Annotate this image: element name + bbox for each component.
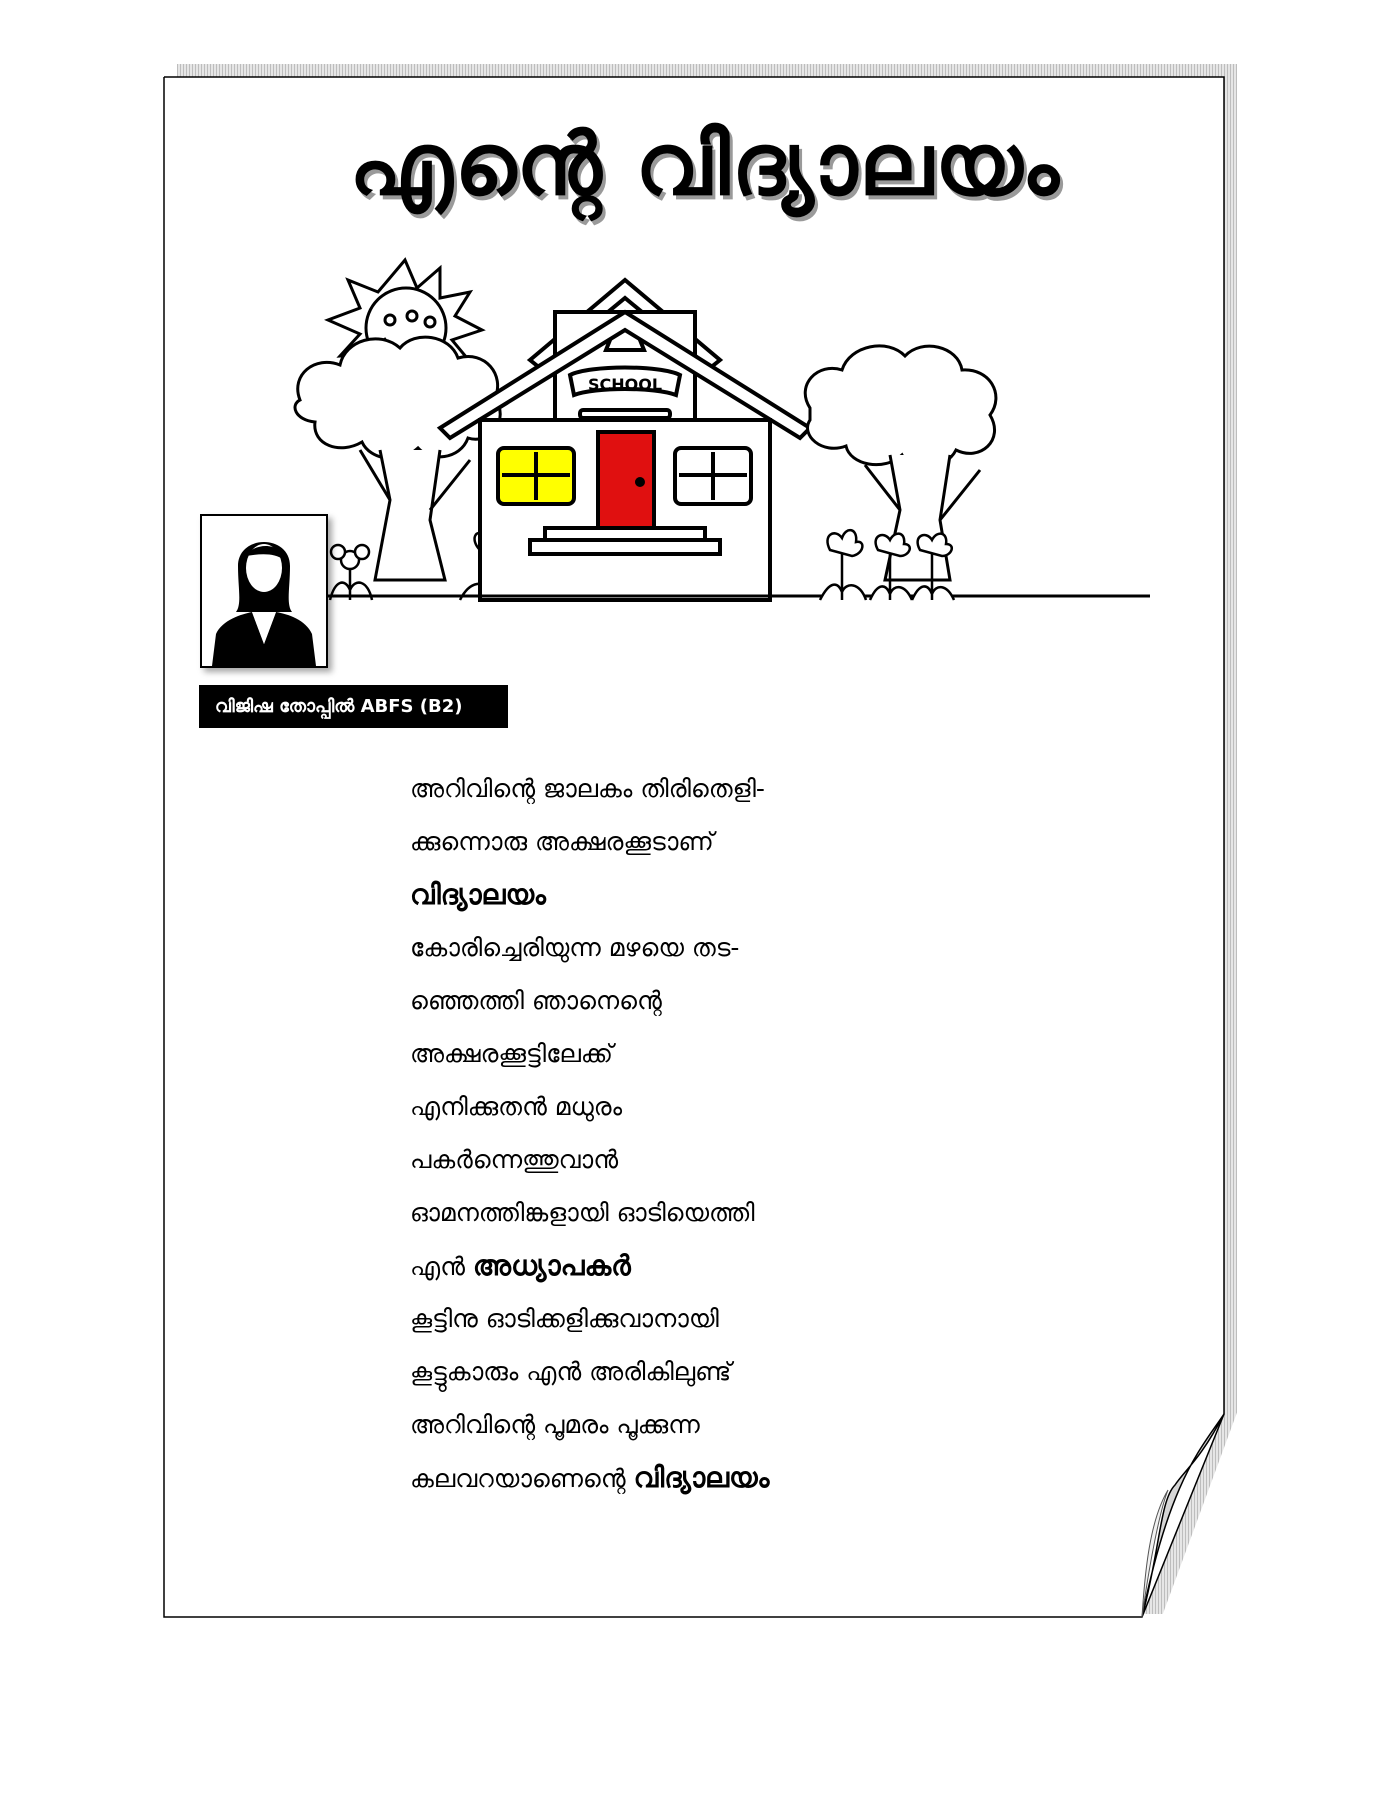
author-photo bbox=[200, 514, 328, 668]
poem-emphasis: വിദ്യാലയം bbox=[633, 1461, 770, 1494]
poem-line: പകർന്നെത്തുവാൻ bbox=[410, 1145, 619, 1174]
poem bbox=[410, 762, 1050, 1504]
poem-line: അറിവിന്റെ പൂമരം പൂക്കുന്ന bbox=[410, 1410, 700, 1439]
poem-line bbox=[410, 868, 1050, 921]
school-sign: SCHOOL bbox=[587, 375, 663, 394]
poem-line: ക്കുന്നൊരു അക്ഷരക്കൂടാണ് bbox=[410, 827, 714, 856]
page-title: എന്റെ വിദ്യാലയം bbox=[349, 115, 1061, 215]
poem-line: കൂട്ടിനു ഓടിക്കളിക്കുവാനായി bbox=[410, 1304, 719, 1333]
poem-line: കൂട്ടുകാരും എൻ അരികിലുണ്ട് bbox=[410, 1357, 732, 1386]
poem-line: കോരിച്ചെരിയുന്ന മഴയെ തട- bbox=[410, 933, 740, 962]
school-illustration bbox=[290, 250, 1150, 640]
poem-emphasis: അധ്യാപകർ bbox=[472, 1249, 631, 1282]
poem-line: അക്ഷരക്കൂട്ടിലേക്ക് bbox=[410, 1039, 613, 1068]
poem-line: ഓമനത്തിങ്കളായി ഓടിയെത്തി bbox=[410, 1198, 755, 1227]
avatar-icon bbox=[202, 516, 326, 666]
poem-line: ഞ്ഞെത്തി ഞാനെന്റെ bbox=[410, 986, 662, 1015]
poem-line: എൻ അധ്യാപകർ bbox=[410, 1249, 631, 1282]
poem-line: അറിവിന്റെ ജാലകം തിരിതെളി- bbox=[410, 774, 765, 803]
poem-line: എനിക്കുതൻ മധുരം bbox=[410, 1092, 623, 1121]
poem-line: കലവറയാണെന്റെ വിദ്യാലയം bbox=[410, 1461, 770, 1494]
poem-emphasis: വിദ്യാലയം bbox=[410, 878, 546, 911]
author-label: വിജിഷ തോപ്പിൽ ABFS (B2) bbox=[199, 685, 508, 728]
door-red bbox=[598, 432, 654, 528]
